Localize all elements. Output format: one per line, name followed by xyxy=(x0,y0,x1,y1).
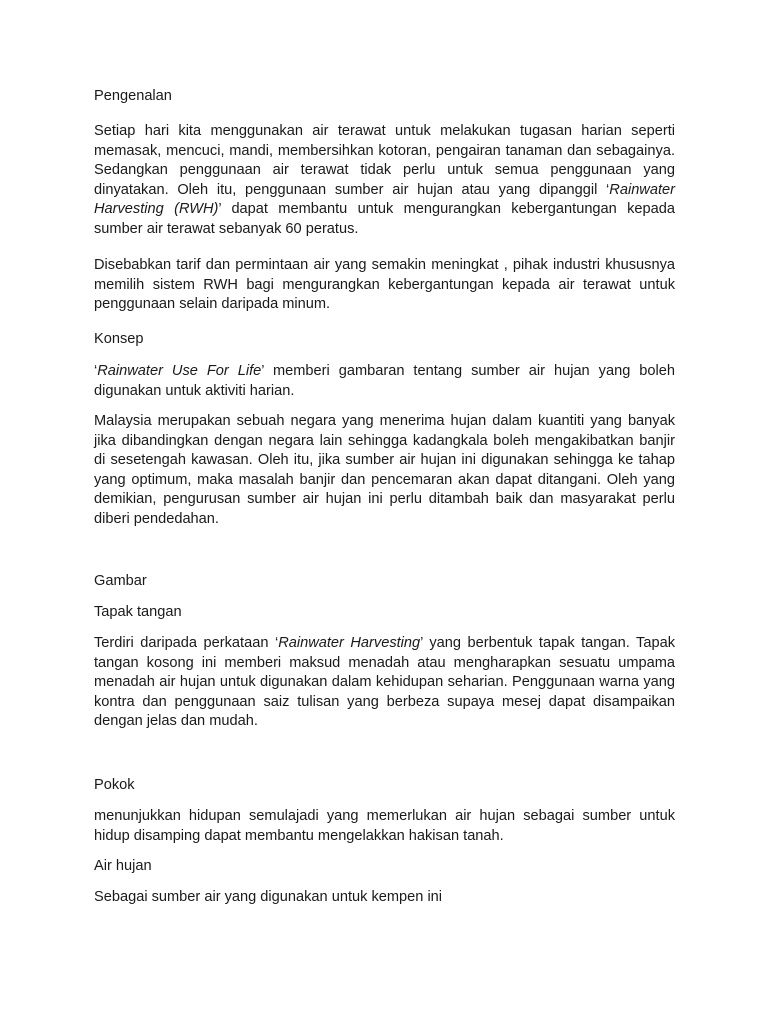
paragraph-pokok: menunjukkan hidupan semulajadi yang memerlukan air hujan sebagai sumber untuk hidup disamping dapat membantu mengelakkan hakisan tanah. xyxy=(94,808,675,844)
paragraph-konsep-2: Malaysia merupakan sebuah negara yang menerima hujan dalam kuantiti yang banyak jika dibandingkan dengan negara lain sehingga kadangkala boleh mengakibatkan banjir di sesetengah kawasan. Oleh itu, jika sumber air hujan ini digunakan sehingga ke tahap yang optimum, maka masalah banjir dan pencemaran akan dapat ditangani. Oleh yang demikian, pengurusan sumber air hujan ini perlu ditambah baik dan masyarakat perlu diberi pendedahan. xyxy=(94,413,675,527)
heading-air-hujan: Air hujan xyxy=(94,858,152,874)
paragraph-text: ’ memberi gambaran tentang sumber air hujan yang boleh digunakan untuk aktiviti harian. xyxy=(94,363,676,399)
heading-pokok: Pokok xyxy=(94,777,135,793)
heading-pengenalan: Pengenalan xyxy=(94,88,172,104)
italic-term: Rainwater Use For Life xyxy=(97,363,262,379)
heading-tapak-tangan: Tapak tangan xyxy=(94,604,182,620)
heading-konsep: Konsep xyxy=(94,331,144,347)
paragraph-text: ‘ xyxy=(94,363,98,379)
paragraph-text: Setiap hari kita menggunakan air terawat untuk melakukan tugasan harian seperti memasak, mencuci, mandi, membersihkan kotoran, pengairan tanaman dan sebagainya. Sedangkan penggunaan air terawat tidak perlu untuk semua penggunaan yang dinyatakan. Oleh itu, penggunaan sumber air hujan atau yang dipanggil ‘ xyxy=(94,123,675,198)
paragraph-konsep-1 xyxy=(94,362,675,401)
heading-gambar: Gambar xyxy=(94,573,147,589)
paragraph-tapak-tangan xyxy=(94,634,675,732)
paragraph-text: Terdiri daripada perkataan ‘ xyxy=(94,635,279,651)
paragraph-text: ’ yang berbentuk tapak tangan. Tapak tangan kosong ini memberi maksud menadah atau mengharapkan sesuatu umpama menadah air hujan untuk digunakan dalam kehidupan seharian. Penggunaan warna yang kontra dan penggunaan saiz tulisan yang berbeza supaya mesej dapat disampaikan dengan jelas dan mudah. xyxy=(94,635,675,729)
paragraph-pengenalan-2: Disebabkan tarif dan permintaan air yang semakin meningkat , pihak industri khususnya memilih sistem RWH bagi mengurangkan kebergantungan kepada air terawat untuk penggunaan selain daripada minum. xyxy=(94,257,675,312)
italic-term: Rainwater Harvesting (RWH) xyxy=(94,181,675,217)
paragraph-air-hujan: Sebagai sumber air yang digunakan untuk kempen ini xyxy=(94,889,443,905)
paragraph-pengenalan-1 xyxy=(94,122,675,239)
paragraph-text: ’ dapat membantu untuk mengurangkan kebergantungan kepada sumber air terawat sebanyak 60 peratus. xyxy=(94,201,675,237)
italic-term: Rainwater Harvesting xyxy=(278,635,421,651)
